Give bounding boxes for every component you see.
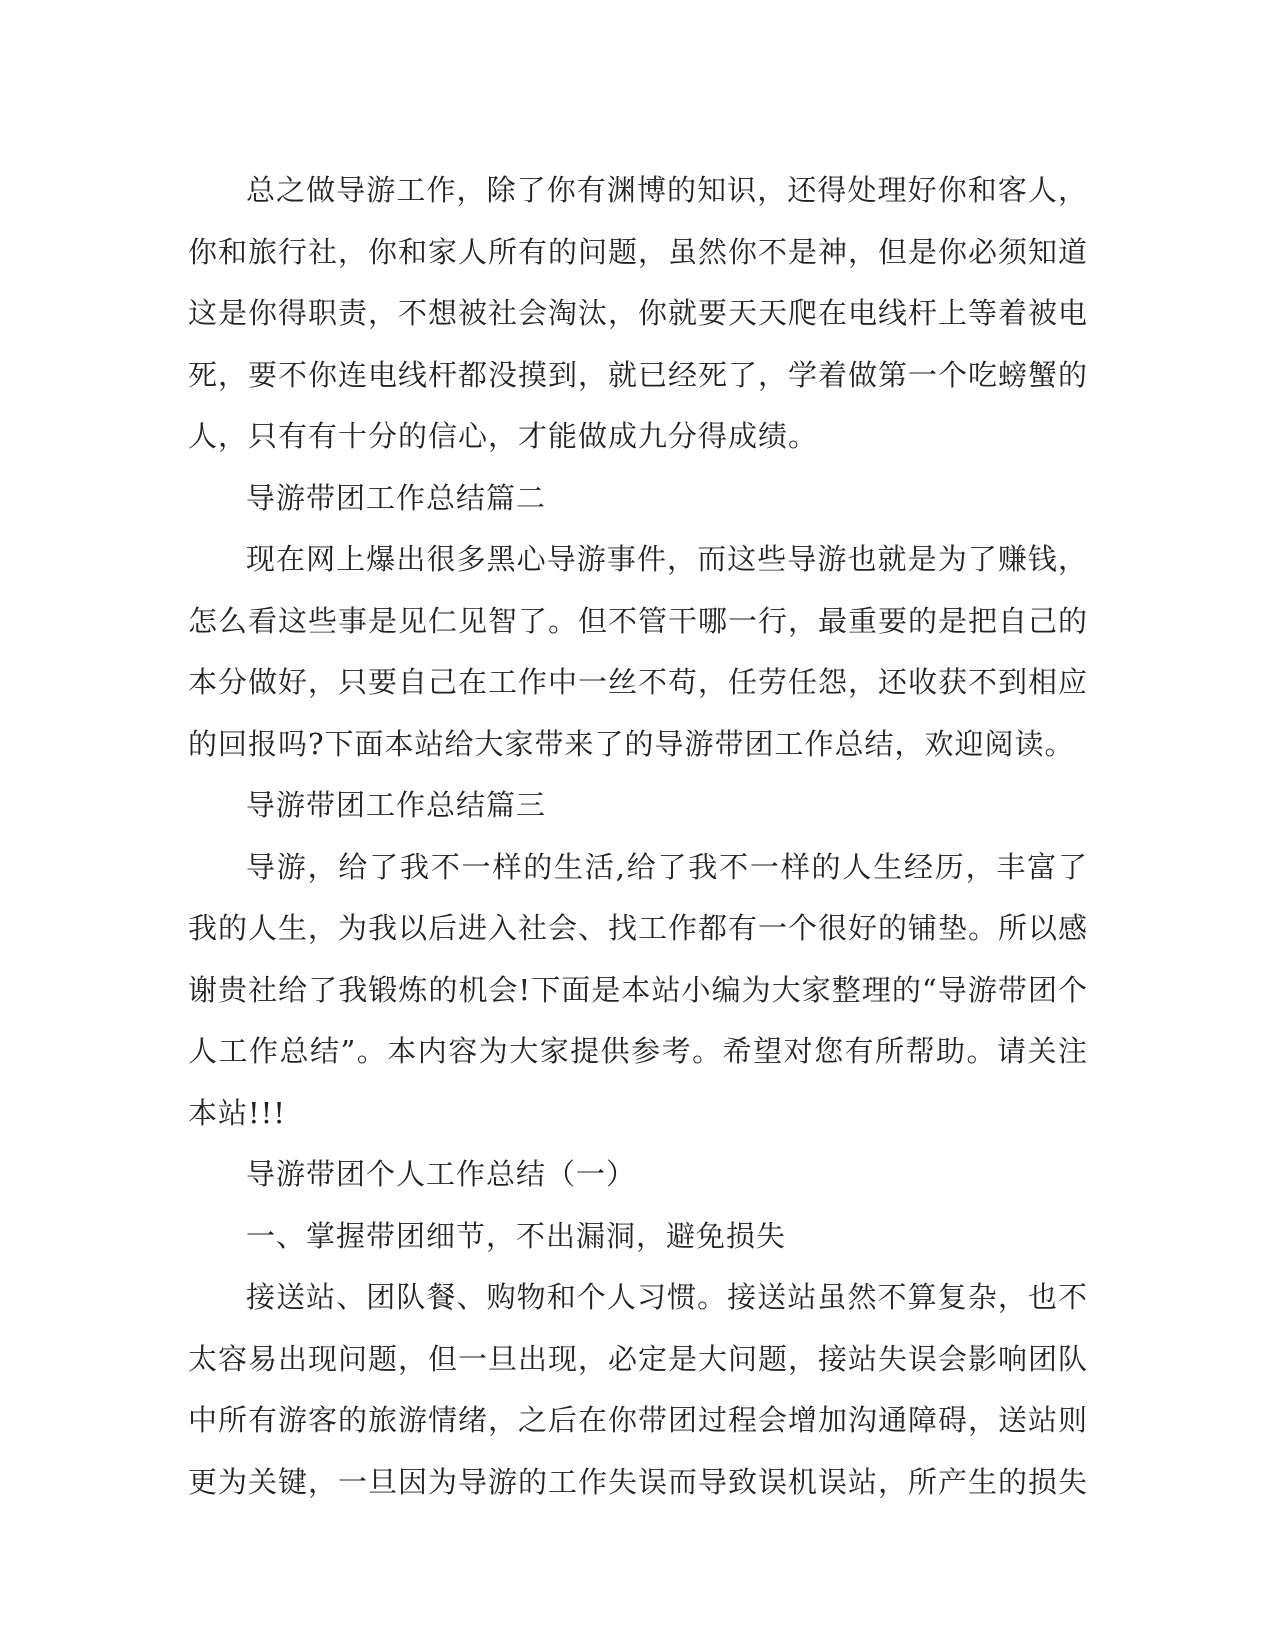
paragraph-pickup-dropoff: 接送站、团队餐、购物和个人习惯。接送站虽然不算复杂，也不太容易出现问题，但一旦出现，必定是大问题，接站失误会影响团队中所有游客的旅游情绪，之后在你带团过程会增加沟通障碍，送站则更为关键，一旦因为导游的工作失误而导致误机误站，所产生的损失 [188, 1280, 1089, 1499]
paragraph-black-heart-guides: 现在网上爆出很多黑心导游事件，而这些导游也就是为了赚钱，怎么看这些事是见仁见智了。但不管干哪一行，最重要的是把自己的本分做好，只要自己在工作中一丝不苟，任劳任怨，还收获不到相应的回报吗?下面本站给大家带来了的导游带团工作总结，欢迎阅读。 [188, 542, 1089, 761]
paragraph-tour-guide-summary: 总之做导游工作，除了你有渊博的知识，还得处理好你和客人，你和旅行社，你和家人所有的问题，虽然你不是神，但是你必须知道这是你得职责，不想被社会淘汰，你就要天天爬在电线杆上等着被电死，要不你连电线杆都没摸到，就已经死了，学着做第一个吃螃蟹的人，只有有十分的信心，才能做成九分得成绩。 [188, 173, 1089, 453]
heading-section-one: 一、掌握带团细节，不出漏洞，避免损失 [246, 1218, 787, 1253]
document-body [188, 160, 1088, 1513]
heading-personal-summary-one: 导游带团个人工作总结（一） [246, 1157, 637, 1191]
heading-part-three: 导游带团工作总结篇三 [246, 788, 547, 822]
paragraph-guide-experience: 导游，给了我不一样的生活,给了我不一样的人生经历，丰富了我的人生，为我以后进入社会、找工作都有一个很好的铺垫。所以感谢贵社给了我锻炼的机会!下面是本站小编为大家整理的“导游带团个人工作总结”。本内容为大家提供参考。希望对您有所帮助。请关注本站!!! [188, 849, 1089, 1130]
heading-part-two: 导游带团工作总结篇二 [246, 480, 547, 515]
